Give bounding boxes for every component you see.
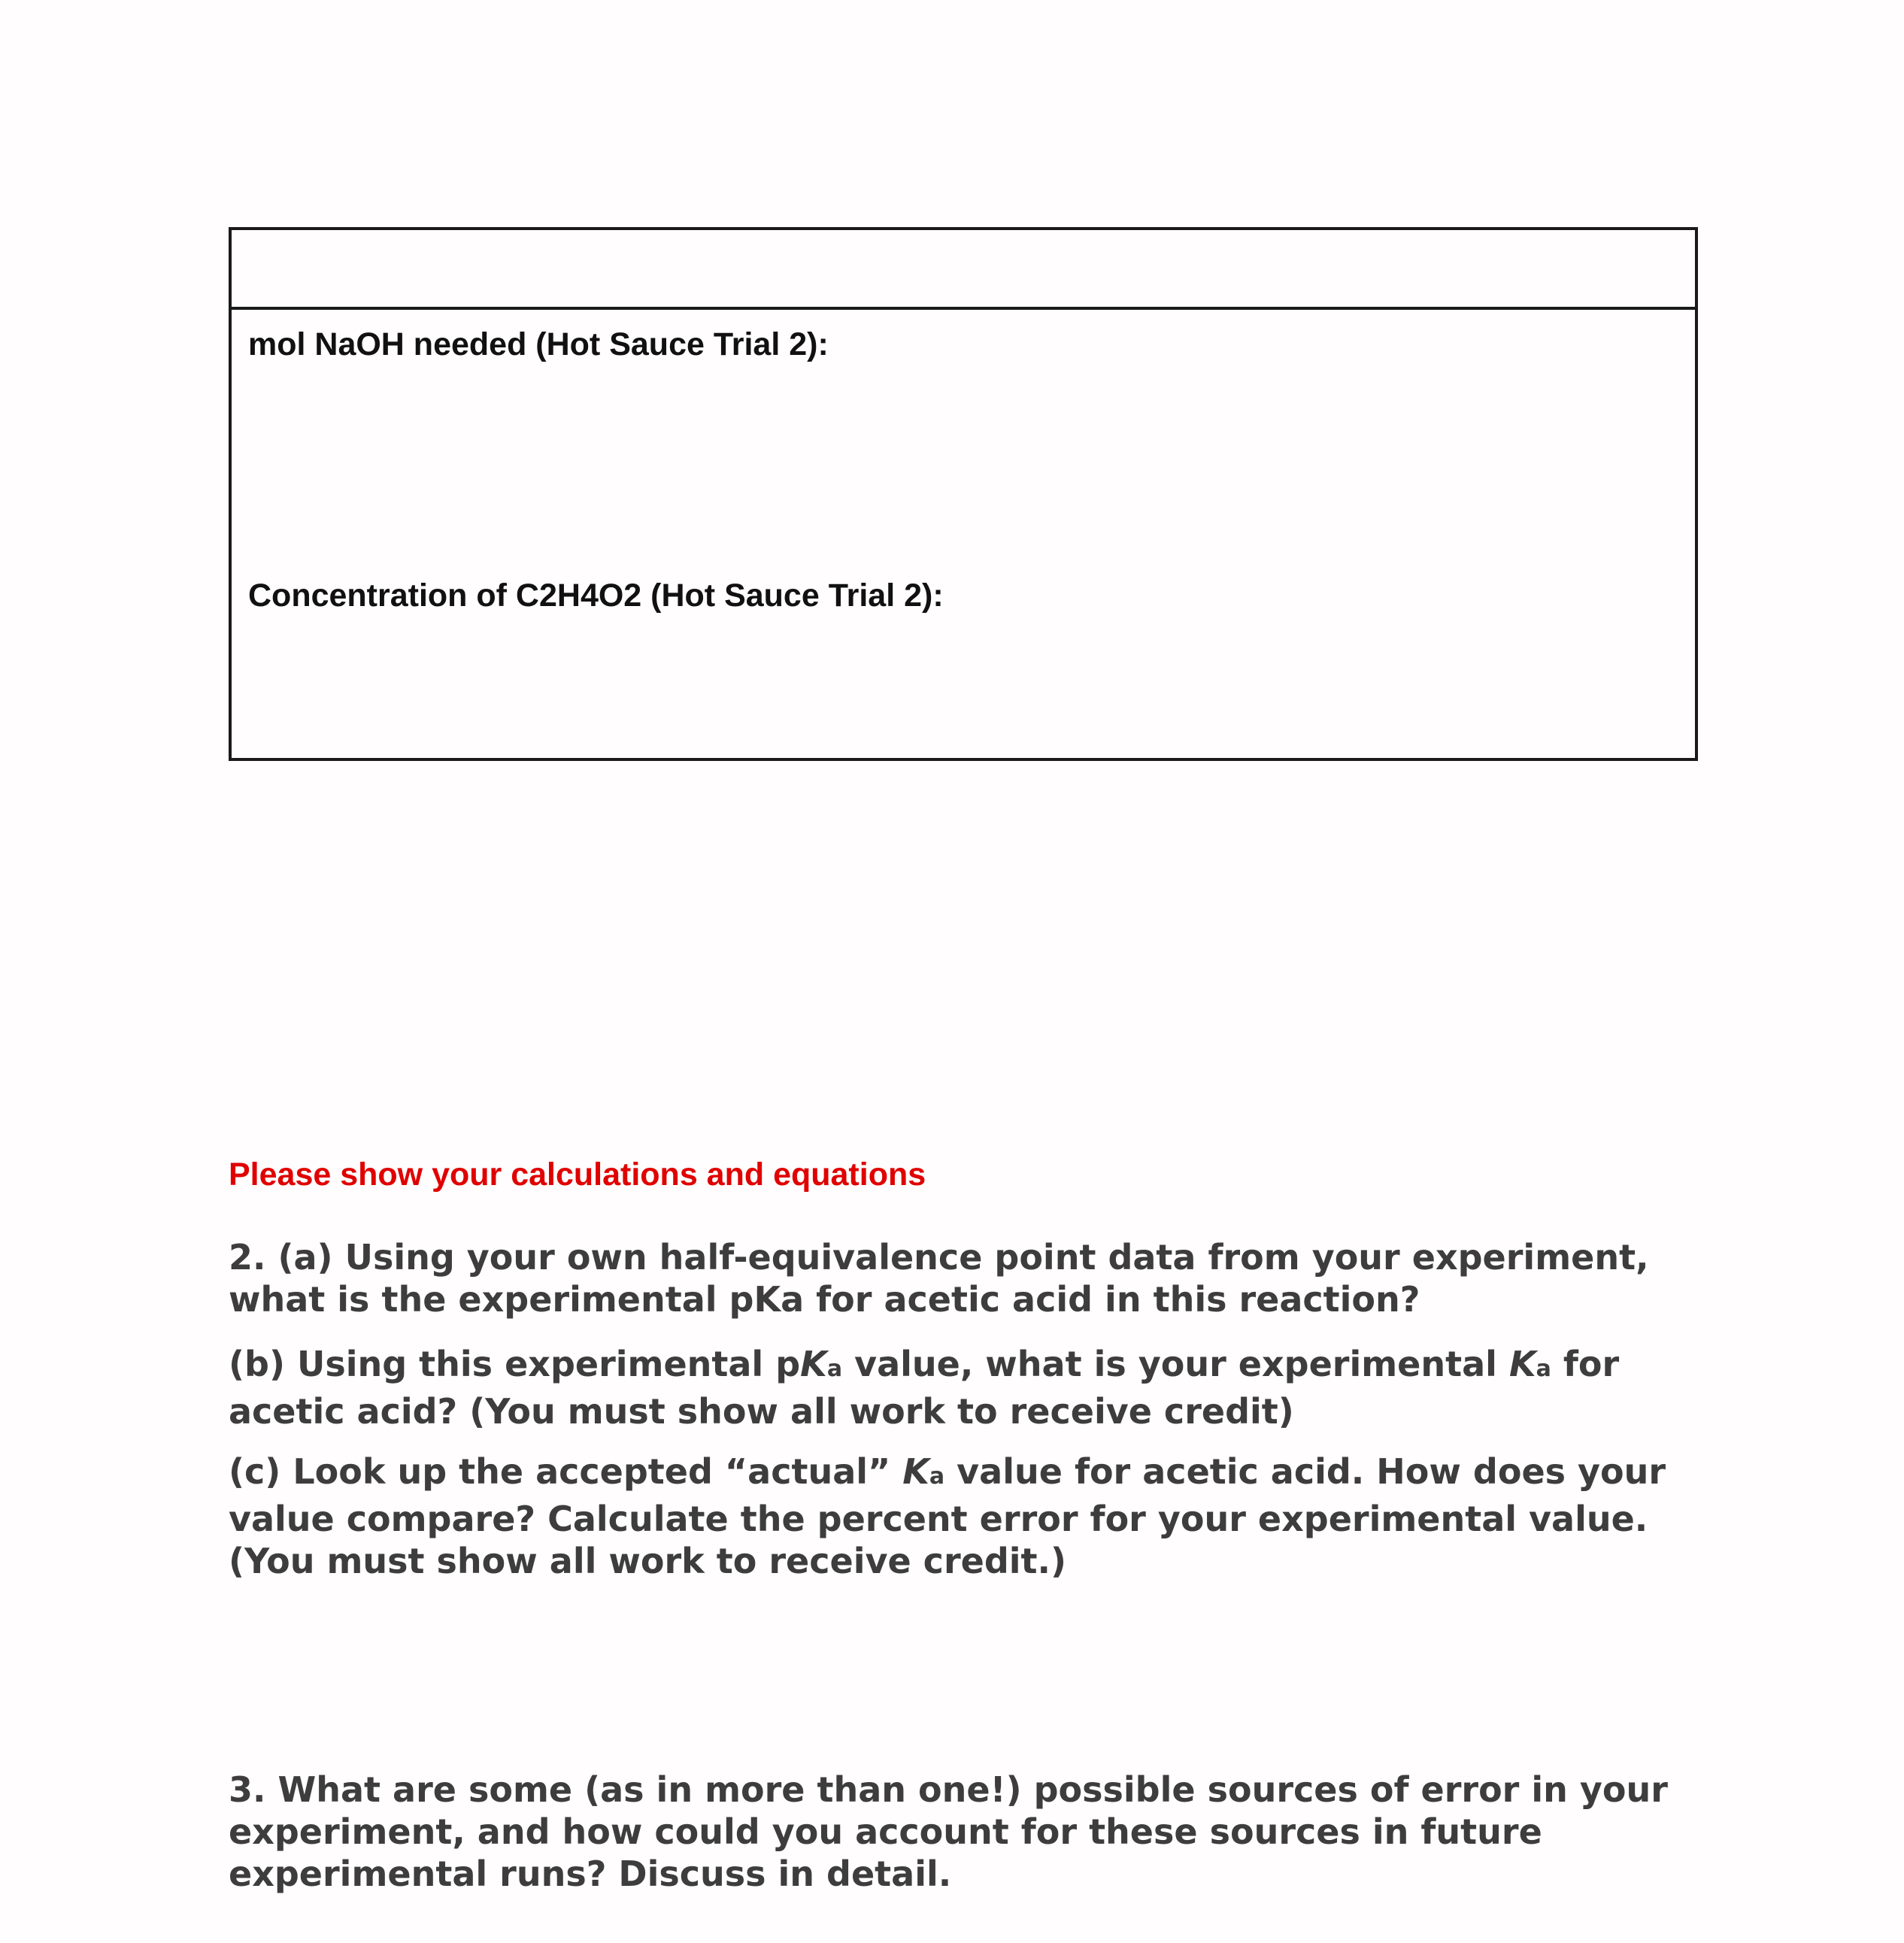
ka-k-symbol: K [1508, 1344, 1536, 1384]
question-2b-line2: acetic acid? (You must show all work to receive credit) [229, 1391, 1294, 1432]
question-2b-suffix: for [1551, 1344, 1620, 1384]
question-3-line1: 3. What are some (as in more than one!) possible sources of error in your [229, 1769, 1668, 1810]
mol-naoh-label: mol NaOH needed (Hot Sauce Trial 2): [248, 326, 829, 362]
question-3 [229, 1769, 1733, 1895]
question-2b-line1 [229, 1343, 1733, 1390]
question-2b-mid: value, what is your experimental [842, 1344, 1509, 1384]
question-2c-line1 [229, 1450, 1733, 1498]
box-header-divider [232, 307, 1695, 310]
question-3-line3: experimental runs? Discuss in detail. [229, 1854, 952, 1894]
question-2a-line2: what is the experimental pKa for acetic acid in this reaction? [229, 1279, 1420, 1320]
ka-actual-a-subscript: a [929, 1463, 945, 1490]
question-2a-line1: 2. (a) Using your own half-equivalence point data from your experiment, [229, 1237, 1649, 1278]
ka-actual-k-symbol: K [902, 1451, 929, 1492]
question-2c [229, 1450, 1733, 1582]
concentration-label: Concentration of C2H4O2 (Hot Sauce Trial 2): [248, 577, 944, 614]
question-2c-suffix: value for acetic acid. How does your [944, 1451, 1666, 1492]
answer-box [229, 227, 1698, 761]
instruction-text: Please show your calculations and equations [229, 1156, 926, 1193]
question-2a [229, 1236, 1733, 1320]
ka-a-subscript: a [1536, 1356, 1551, 1382]
question-2b-prefix: (b) Using this experimental p [229, 1344, 801, 1384]
question-3-line2: experiment, and how could you account for these sources in future [229, 1811, 1542, 1852]
question-2b [229, 1343, 1733, 1432]
pka-a-subscript: a [826, 1356, 843, 1382]
question-2c-line2: value compare? Calculate the percent error for your experimental value. [229, 1499, 1648, 1539]
pka-k-symbol: K [800, 1344, 827, 1384]
question-2c-line3: (You must show all work to receive credit.) [229, 1541, 1067, 1581]
question-2c-prefix: (c) Look up the accepted “actual” [229, 1451, 903, 1492]
